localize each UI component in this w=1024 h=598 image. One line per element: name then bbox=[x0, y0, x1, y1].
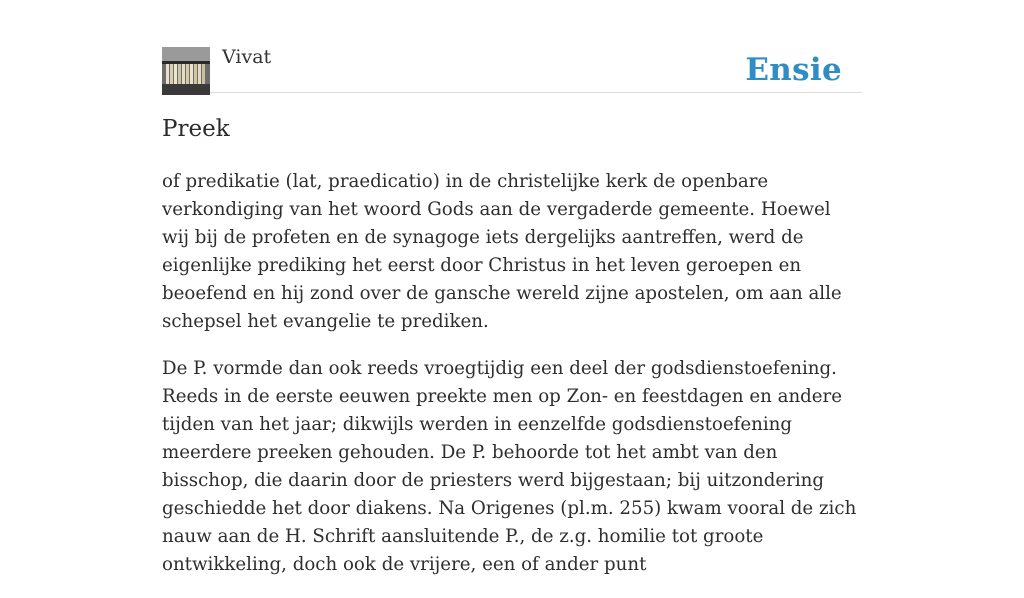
brand-logo[interactable]: Ensie bbox=[745, 52, 842, 88]
article-paragraph: De P. vormde dan ook reeds vroegtijdig een deel der godsdienstoefening. Reeds in de eerste eeuwen preekte men op Zon- en feestdagen en andere tijden van het jaar; dikwijls werden in eenzelfde godsdienstoefening meerdere preeken gehouden. De P. behoorde tot het ambt van den bisschop, die daarin door de priesters werd bijgestaan; bij uitzondering geschiedde het door diakens. Na Origenes (pl.m. 255) kwam vooral de zich nauw aan de H. Schrift aansluitende P., de z.g. homilie tot groote ontwikkeling, doch ook de vrijere, een of ander punt bbox=[162, 358, 857, 575]
source-name[interactable]: Vivat bbox=[222, 46, 272, 68]
page-title: Preek bbox=[162, 116, 230, 142]
header bbox=[162, 0, 862, 93]
book-shelf-avatar-icon[interactable] bbox=[162, 47, 210, 95]
article-paragraph: of predikatie (lat, praedicatio) in de christelijke kerk de openbare verkondiging van het woord Gods aan de vergaderde gemeente. Hoewel wij bij de profeten en de synagoge iets dergelijks aantreffen, werd de eigenlijke prediking het eerst door Christus in het leven geroepen en beoefend en hij zond over de gansche wereld zijne apostelen, om aan alle schepsel het evangelie te prediken. bbox=[162, 171, 842, 332]
article-body bbox=[162, 168, 862, 598]
page-container bbox=[162, 0, 862, 575]
